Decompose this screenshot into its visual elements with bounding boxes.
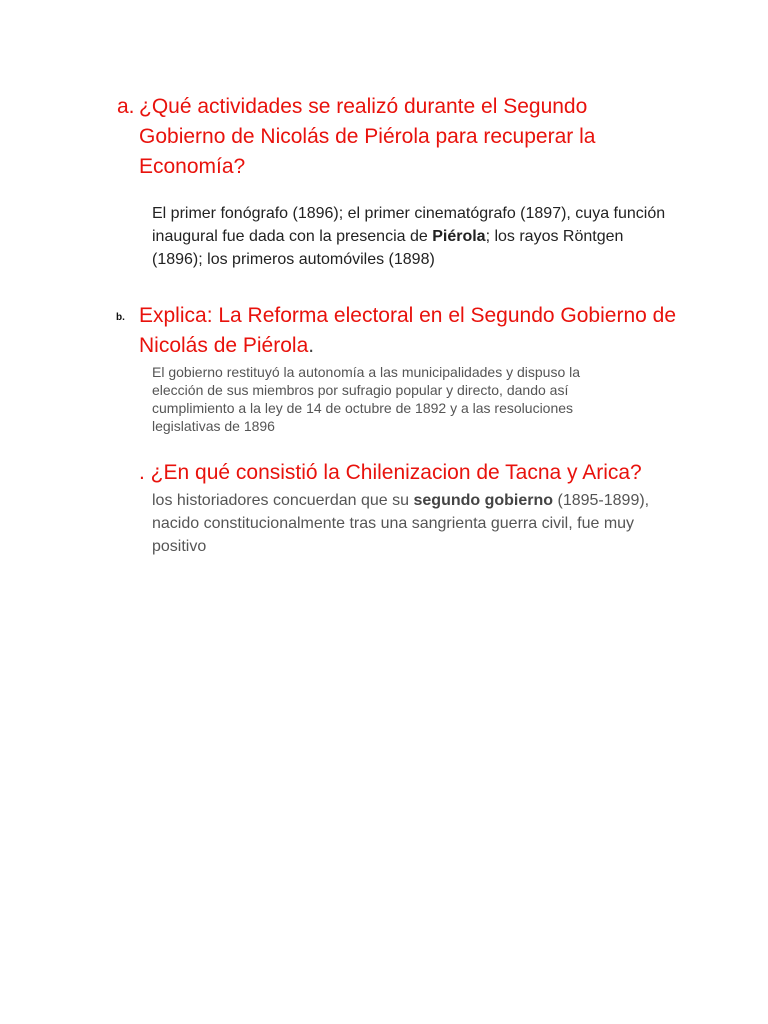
- question-b-text: Explica: La Reforma electoral en el Segundo Gobierno de Nicolás de Piérola: [139, 304, 676, 357]
- question-b-trailing: .: [308, 334, 315, 357]
- question-b: [139, 301, 679, 361]
- answer-c-part2: (1895-1899), nacido constitucionalmente tras una sangrienta guerra civil, fue muy positivo: [152, 492, 650, 555]
- answer-c-bold: segundo gobierno: [413, 492, 554, 509]
- answer-a-bold: Piérola: [432, 228, 486, 245]
- question-c-text: . ¿En qué consistió la Chilenizacion de Tacna y Arica?: [139, 461, 642, 484]
- answer-c-part1: los historiadores concuerdan que su: [152, 492, 414, 509]
- answer-c: [152, 489, 672, 558]
- question-a-text: ¿Qué actividades se realizó durante el Segundo Gobierno de Nicolás de Piérola para recuperar la Economía?: [139, 95, 596, 178]
- answer-a-part2: ; los rayos Röntgen (1896); los primeros automóviles (1898): [152, 228, 624, 268]
- answer-a: [152, 202, 672, 271]
- question-b-marker: b.: [116, 312, 125, 323]
- answer-b: El gobierno restituyó la autonomía a las municipalidades y dispuso la elección de sus miembros por sufragio popular y directo, dando así cumplimiento a la ley de 14 de octubre de 1892 y a las resoluciones legislativas de 1896: [152, 364, 581, 434]
- question-a-marker: a.: [117, 95, 135, 118]
- answer-a-part1: El primer fonógrafo (1896); el primer cinematógrafo (1897), cuya función inaugural fue dada con la presencia de: [152, 205, 666, 245]
